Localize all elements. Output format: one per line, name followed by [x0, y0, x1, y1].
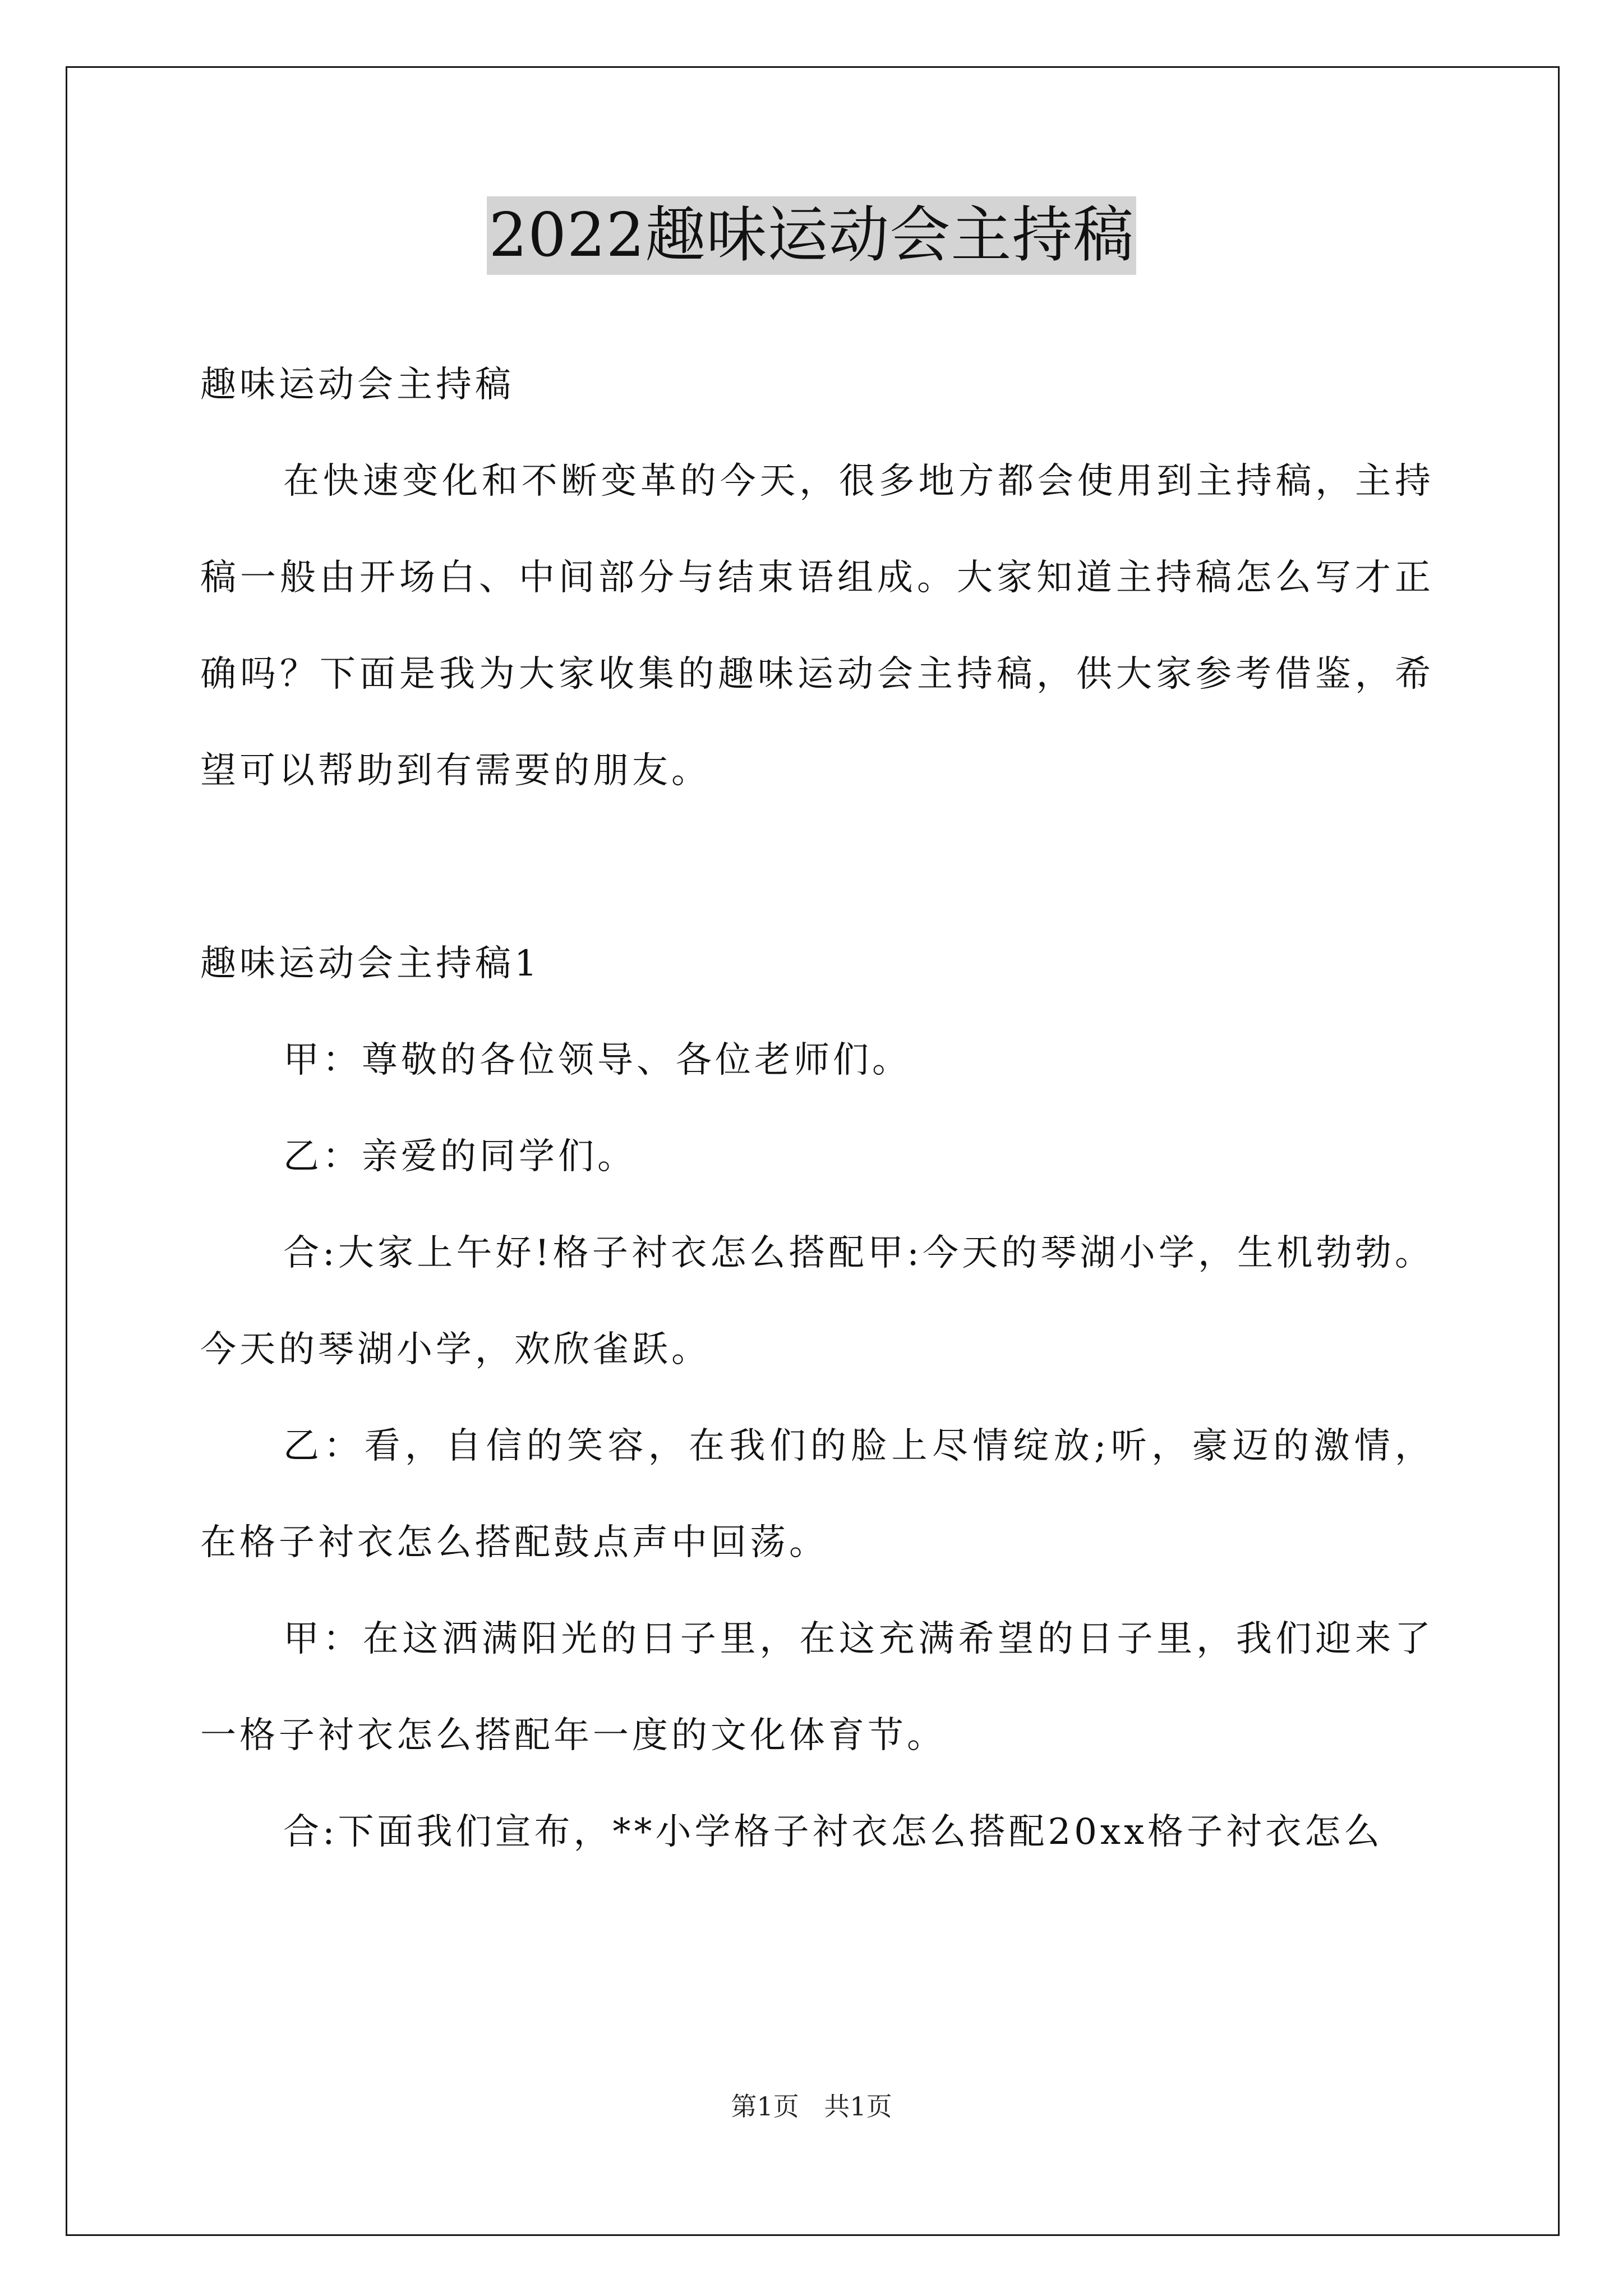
- document-body: [200, 337, 1434, 1880]
- paragraph-line: 乙：亲爱的同学们。: [283, 1136, 637, 1177]
- page-footer: 第1页 共1页: [731, 2091, 892, 2122]
- paragraph-line: 合:大家上午好!格子衬衣怎么搭配甲:今天的琴湖小学，生机勃勃。今天的琴湖小学，欢欣雀跃。: [200, 1232, 1434, 1370]
- title-container: [0, 196, 1623, 275]
- paragraph-line: 合:下面我们宣布，**小学格子衬衣怎么搭配20xx格子衬衣怎么: [283, 1811, 1384, 1853]
- paragraph-line: 甲：在这洒满阳光的日子里，在这充满希望的日子里，我们迎来了一格子衬衣怎么搭配年一度的文化体育节。: [200, 1618, 1434, 1756]
- paragraph-line: 甲：尊敬的各位领导、各位老师们。: [283, 1039, 911, 1081]
- paragraph-subtitle: 趣味运动会主持稿: [200, 364, 514, 406]
- paragraph-line: 乙：看，自信的笑容，在我们的脸上尽情绽放;听，豪迈的激情，在格子衬衣怎么搭配鼓点声中回荡。: [200, 1425, 1434, 1563]
- document-title: 2022趣味运动会主持稿: [487, 196, 1137, 275]
- paragraph-gap: [200, 819, 1434, 915]
- section-heading: 趣味运动会主持稿1: [200, 943, 541, 984]
- paragraph-intro: 在快速变化和不断变革的今天，很多地方都会使用到主持稿，主持稿一般由开场白、中间部分与结束语组成。大家知道主持稿怎么写才正确吗？下面是我为大家收集的趣味运动会主持稿，供大家参考借鉴，希望可以帮助到有需要的朋友。: [200, 461, 1434, 792]
